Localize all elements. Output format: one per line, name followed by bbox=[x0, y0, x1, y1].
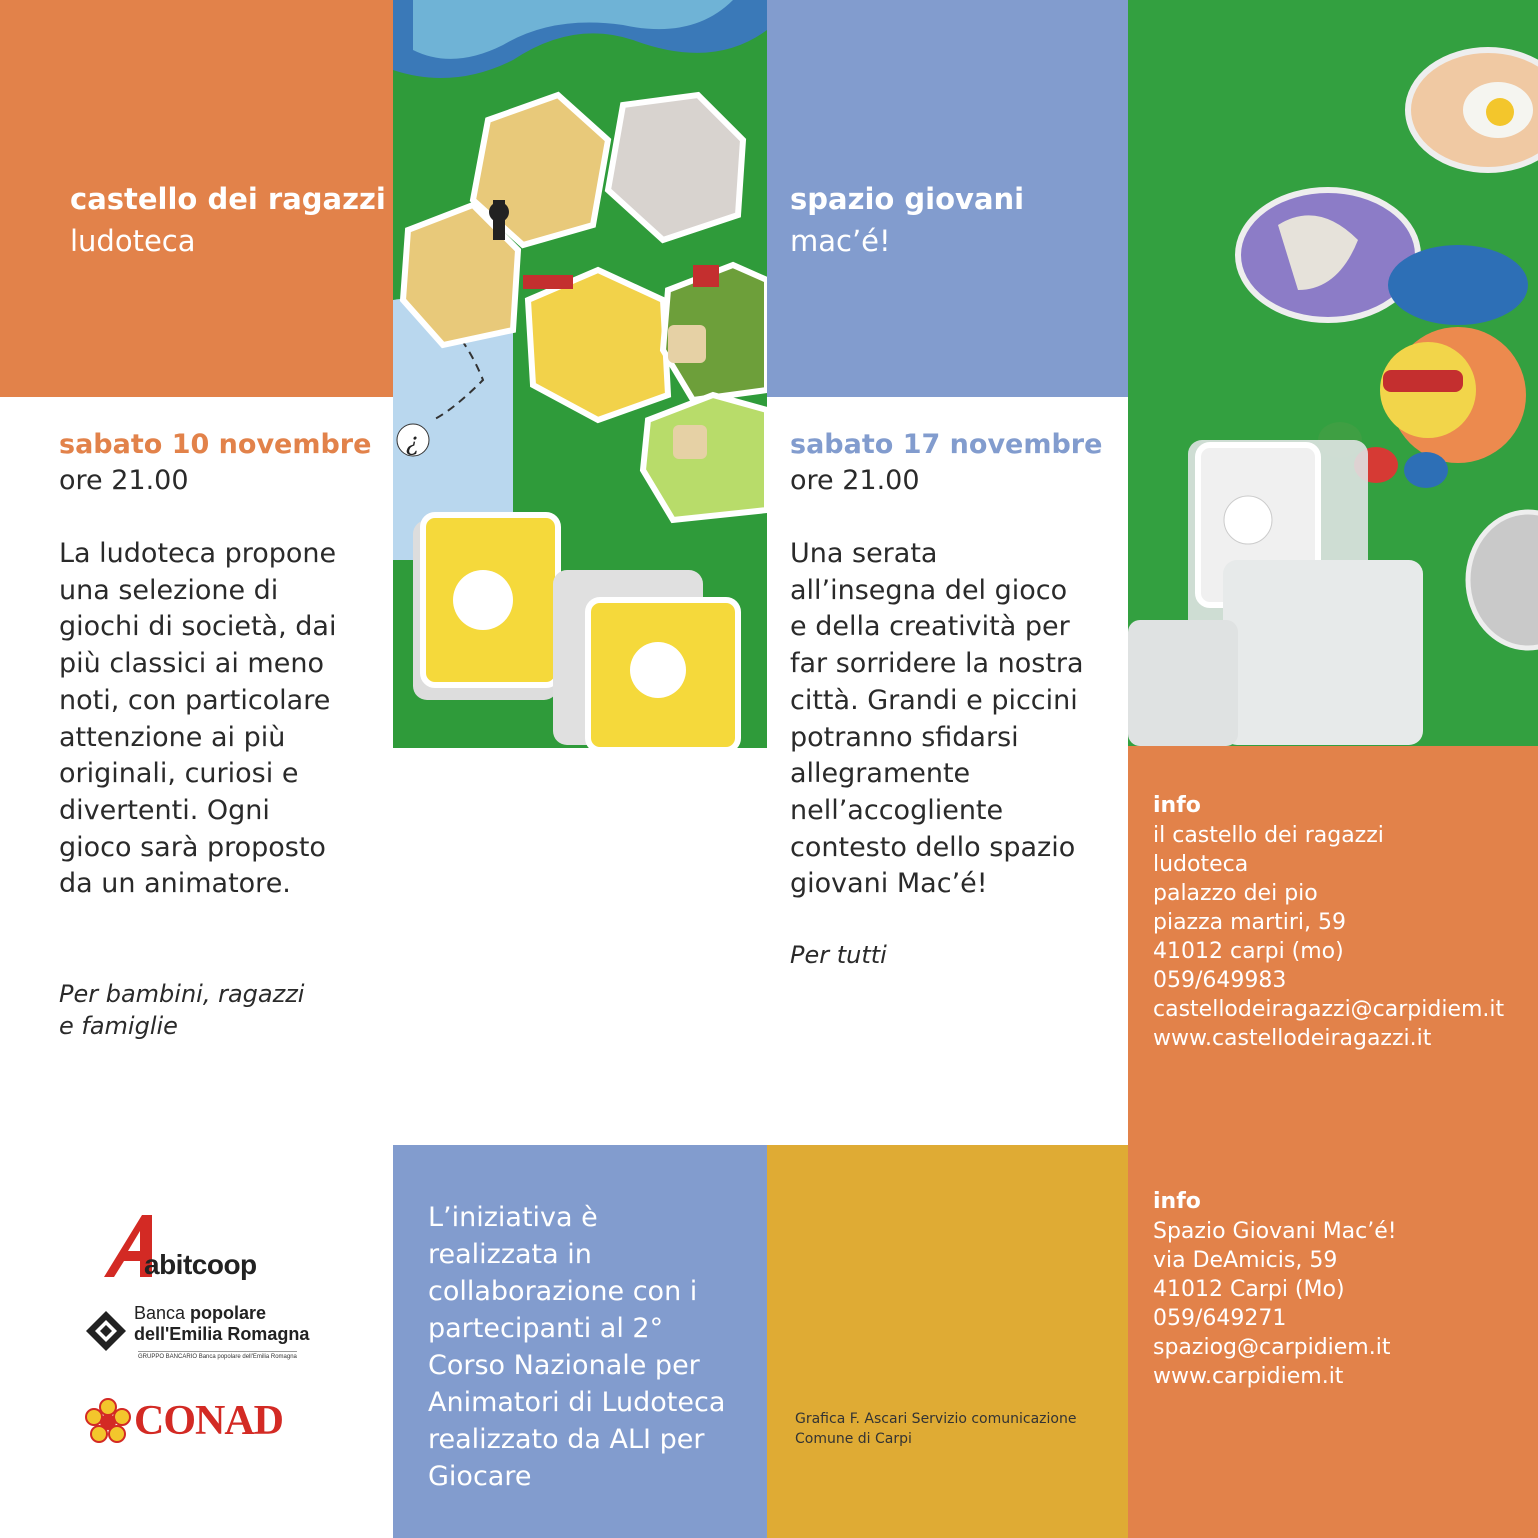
credits-line1: Grafica F. Ascari Servizio comunicazione bbox=[795, 1411, 1077, 1427]
info-castello-phone: 059/649983 bbox=[1153, 967, 1287, 993]
abitcoop-logo bbox=[104, 1215, 314, 1285]
info-castello-line: ludoteca bbox=[1153, 851, 1249, 877]
collaboration-block bbox=[393, 1145, 767, 1538]
credits-block bbox=[767, 1145, 1128, 1538]
spazio-description: Una serata all’insegna del gioco e della creatività per far sorridere la nostra città. Grandi e piccini potranno sfidarsi allegramente nell’accogliente contesto dello spazio giovani Mac’é! bbox=[790, 538, 1084, 900]
spazio-event bbox=[767, 397, 1128, 1145]
info-castello-line: palazzo dei pio bbox=[1153, 880, 1318, 906]
credits-text bbox=[795, 1410, 1076, 1449]
castello-audience-line1: Per bambini, ragazzi bbox=[59, 980, 305, 1008]
conad-wordmark: CONAD bbox=[134, 1398, 283, 1444]
bper-name bbox=[134, 1303, 309, 1344]
castello-title: castello dei ragazzi bbox=[70, 182, 386, 216]
info-castello-line: il castello dei ragazzi bbox=[1153, 822, 1384, 848]
info-token-label: ¿ bbox=[406, 428, 419, 456]
header-spazio-giovani bbox=[767, 0, 1128, 397]
castello-event bbox=[0, 397, 393, 1145]
info-spazio bbox=[1153, 1188, 1397, 1391]
spazio-audience: Per tutti bbox=[790, 941, 887, 969]
castello-date: sabato 10 novembre bbox=[59, 429, 372, 460]
bper-group-label: GRUPPO BANCARIO bbox=[138, 1354, 198, 1360]
bper-group-line bbox=[138, 1351, 297, 1360]
credits-line2: Comune di Carpi bbox=[795, 1430, 912, 1447]
bper-name-banca: Banca bbox=[134, 1303, 191, 1323]
photo-board-game bbox=[393, 0, 767, 748]
info-spazio-line: 41012 Carpi (Mo) bbox=[1153, 1276, 1345, 1302]
spazio-time: ore 21.00 bbox=[790, 465, 920, 496]
info-castello-website[interactable]: www.castellodeiragazzi.it bbox=[1153, 1025, 1432, 1051]
info-castello bbox=[1153, 792, 1504, 1053]
bper-name-popolare: popolare bbox=[190, 1303, 267, 1323]
castello-time: ore 21.00 bbox=[59, 465, 189, 496]
castello-audience-line2: e famiglie bbox=[59, 1012, 178, 1041]
photo-eggs-game bbox=[1128, 0, 1538, 746]
castello-audience bbox=[59, 978, 359, 1043]
info-castello-email[interactable]: castellodeiragazzi@carpidiem.it bbox=[1153, 996, 1505, 1022]
info-spazio-phone: 059/649271 bbox=[1153, 1305, 1287, 1331]
abitcoop-wordmark: abitcoop bbox=[144, 1249, 257, 1280]
bper-name-region: dell'Emilia Romagna bbox=[134, 1323, 310, 1344]
info-spazio-website[interactable]: www.carpidiem.it bbox=[1153, 1363, 1344, 1389]
sponsors bbox=[0, 1145, 393, 1538]
spazio-date: sabato 17 novembre bbox=[790, 429, 1103, 460]
header-castello bbox=[0, 0, 393, 397]
eggs-game-illustration bbox=[1128, 0, 1538, 746]
conad-logo bbox=[84, 1395, 334, 1449]
board-game-illustration bbox=[393, 0, 767, 748]
info-column bbox=[1128, 746, 1538, 1538]
bper-diamond-icon bbox=[86, 1311, 126, 1351]
conad-daisy-icon bbox=[84, 1398, 132, 1446]
spazio-title: spazio giovani bbox=[790, 182, 1025, 216]
info-castello-line: 41012 carpi (mo) bbox=[1153, 938, 1344, 964]
castello-description: La ludoteca propone una selezione di giochi di società, dai più classici ai meno noti, con particolare attenzione ai più originali, curiosi e divertenti. Ogni gioco sarà proposto da un animatore. bbox=[59, 538, 337, 900]
info-spazio-line: Spazio Giovani Mac’é! bbox=[1153, 1218, 1397, 1244]
info-spazio-line: via DeAmicis, 59 bbox=[1153, 1247, 1338, 1273]
castello-subtitle: ludoteca bbox=[70, 224, 196, 258]
bper-logo bbox=[86, 1303, 336, 1373]
collaboration-text: L’iniziativa è realizzata in collaborazione con i partecipanti al 2° Corso Nazionale per Animatori di Ludoteca realizzato da ALI per Giocare bbox=[428, 1202, 726, 1492]
spazio-subtitle: mac’é! bbox=[790, 224, 891, 258]
info-castello-line: piazza martiri, 59 bbox=[1153, 909, 1346, 935]
info-spazio-email[interactable]: spaziog@carpidiem.it bbox=[1153, 1334, 1391, 1360]
info-spazio-heading: info bbox=[1153, 1189, 1201, 1214]
info-castello-heading: info bbox=[1153, 793, 1201, 818]
bper-group-name: Banca popolare dell'Emilia Romagna bbox=[198, 1354, 297, 1360]
